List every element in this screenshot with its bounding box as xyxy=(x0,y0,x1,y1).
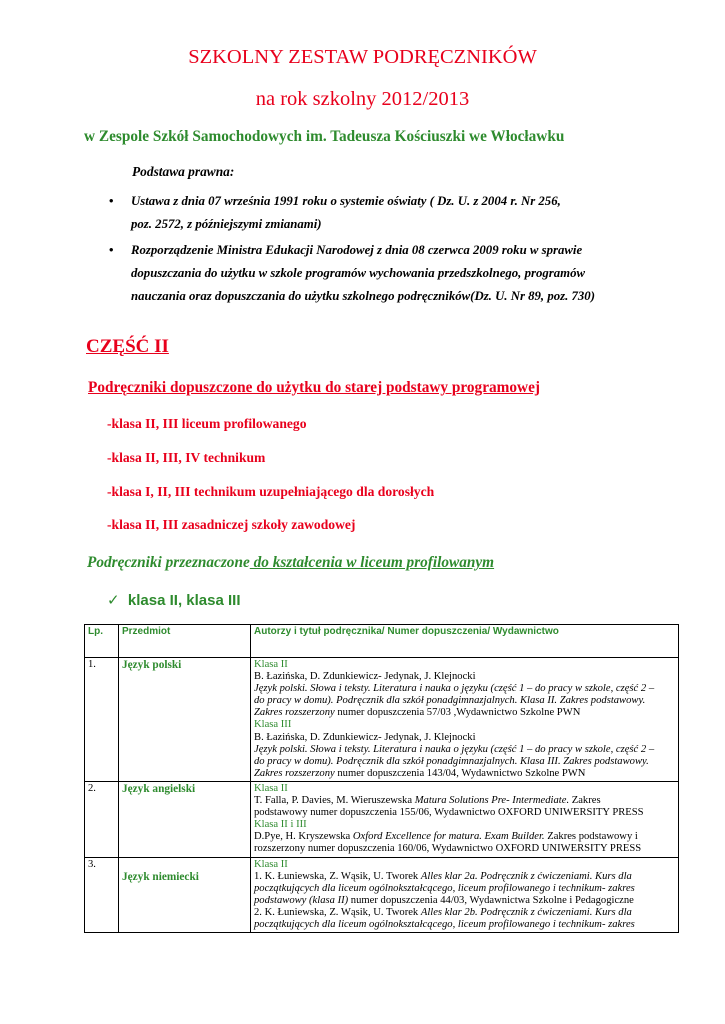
class-label: Klasa III xyxy=(254,719,292,731)
section-heading: Podręczniki dopuszczone do użytku do starej podstawy programowej xyxy=(88,379,540,396)
detail-plain: numer dopuszczenia 57/03 ,Wydawnictwo Szkolne PWN xyxy=(334,707,581,719)
header-lp: Lp. xyxy=(85,625,119,658)
detail-line: Język polski. Słowa i teksty. Literatura i nauka o języku (część 1 – do pracy w szkole, część 2 – xyxy=(254,683,655,695)
row-number: 2. xyxy=(85,781,119,857)
detail-plain: 1. K. Łuniewska, Z. Wąsik, U. Tworek xyxy=(254,870,421,882)
bullet-icon: • xyxy=(109,194,114,208)
header-details: Autorzy i tytuł podręcznika/ Numer dopuszczenia/ Wydawnictwo xyxy=(251,625,679,658)
table-row xyxy=(85,658,679,782)
detail-line xyxy=(254,831,675,843)
detail-line xyxy=(254,907,675,919)
detail-line xyxy=(254,768,675,780)
detail-line: początkujących dla liceum ogólnokształcącego, liceum profilowanego i technikum- zakres xyxy=(254,882,635,894)
page-subtitle: na rok szkolny 2012/2013 xyxy=(255,88,470,110)
page-title: SZKOLNY ZESTAW PODRĘCZNIKÓW xyxy=(188,46,537,68)
class-list-item: -klasa I, II, III technikum uzupełniającego dla dorosłych xyxy=(107,484,435,499)
detail-line: B. Łazińska, D. Zdunkiewicz- Jedynak, J. Klejnocki xyxy=(254,671,476,683)
school-name: w Zespole Szkół Samochodowych im. Tadeusza Kościuszki we Włocławku xyxy=(84,128,565,145)
detail-line: początkujących dla liceum ogólnokształcącego, liceum profilowanego i technikum- zakres xyxy=(254,918,635,930)
detail-italic: Alles klar 2a. Podręcznik z ćwiczeniami. Kurs dla xyxy=(420,870,632,882)
detail-plain: D.Pye, H. Kryszewska xyxy=(254,831,353,843)
legal-basis-item xyxy=(109,239,595,308)
detail-plain: Zakres xyxy=(569,795,601,807)
checklist-label: klasa II, klasa III xyxy=(127,592,241,609)
class-list-item: -klasa II, III, IV technikum xyxy=(107,450,266,465)
class-label: Klasa II i III xyxy=(254,819,307,831)
legal-basis-line: dopuszczania do użytku w szkole programów wychowania przedszkolnego, programów xyxy=(131,266,586,280)
detail-italic: Matura Solutions Pre- Intermediate. xyxy=(414,795,570,807)
class-label: Klasa II xyxy=(254,782,288,794)
detail-italic: podstawowy (klasa II) xyxy=(254,894,349,906)
detail-line: do pracy w domu). Podręcznik dla szkół ponadgimnazjalnych. Klasa III. Zakres podstawowy. xyxy=(254,755,649,767)
detail-italic: Zakres rozszerzony xyxy=(254,767,335,779)
row-number: 3. xyxy=(85,857,119,933)
class-checklist-item xyxy=(107,591,241,609)
detail-line xyxy=(254,871,675,883)
section-subheading xyxy=(87,554,494,572)
detail-plain: 2. K. Łuniewska, Z. Wąsik, U. Tworek xyxy=(254,906,421,918)
class-list-item: -klasa II, III zasadniczej szkoły zawodowej xyxy=(107,517,356,532)
row-subject: Język polski xyxy=(119,658,251,782)
legal-basis-line: nauczania oraz dopuszczania do użytku szkolnego podręczników(Dz. U. Nr 89, poz. 730) xyxy=(131,289,595,303)
row-details xyxy=(251,857,679,933)
part-heading: CZĘŚĆ II xyxy=(86,336,169,357)
header-subject: Przedmiot xyxy=(119,625,251,658)
legal-basis-label: Podstawa prawna: xyxy=(132,164,235,179)
checkmark-icon: ✓ xyxy=(107,592,120,609)
legal-basis-line: Rozporządzenie Ministra Edukacji Narodowej z dnia 08 czerwca 2009 roku w sprawie xyxy=(131,243,583,257)
textbook-table xyxy=(84,624,679,933)
row-subject: Język niemiecki xyxy=(119,857,251,933)
detail-plain: numer dopuszczenia 44/03, Wydawnictwa Szkolne i Pedagogiczne xyxy=(348,894,634,906)
detail-italic: Zakres rozszerzony xyxy=(254,707,335,719)
row-number: 1. xyxy=(85,658,119,782)
table-header-row xyxy=(85,625,679,658)
detail-line xyxy=(254,895,675,907)
detail-line: do pracy w domu). Podręcznik dla szkół ponadgimnazjalnych. Klasa II. Zakres podstawowy. xyxy=(254,695,646,707)
detail-line: rozszerzony numer dopuszczenia 160/06, Wydawnictwo OXFORD UNIWERSITY PRESS xyxy=(254,843,642,855)
detail-plain: numer dopuszczenia 143/04, Wydawnictwo Szkolne PWN xyxy=(334,767,586,779)
row-details xyxy=(251,658,679,782)
detail-line xyxy=(254,707,675,719)
table-row xyxy=(85,857,679,933)
subheading-plain: Podręczniki przeznaczone xyxy=(87,554,250,571)
detail-italic: Alles klar 2b. Podręcznik z ćwiczeniami. Kurs dla xyxy=(420,906,632,918)
legal-basis-line: poz. 2572, z późniejszymi zmianami) xyxy=(131,217,322,231)
row-subject: Język angielski xyxy=(119,781,251,857)
detail-line: Język polski. Słowa i teksty. Literatura i nauka o języku (część 1 – do pracy w szkole, część 2 – xyxy=(254,743,655,755)
legal-basis-line: Ustawa z dnia 07 września 1991 roku o systemie oświaty ( Dz. U. z 2004 r. Nr 256, xyxy=(131,194,561,208)
table-row xyxy=(85,781,679,857)
class-list-item: -klasa II, III liceum profilowanego xyxy=(107,416,307,431)
legal-basis-item xyxy=(109,190,561,236)
detail-plain: Zakres podstawowy i xyxy=(544,831,638,843)
detail-plain: T. Falla, P. Davies, M. Wieruszewska xyxy=(254,795,415,807)
class-label: Klasa II xyxy=(254,858,288,870)
class-label: Klasa II xyxy=(254,659,288,670)
detail-line xyxy=(254,795,675,807)
subheading-underlined: do kształcenia w liceum profilowanym xyxy=(249,554,495,571)
detail-line: B. Łazińska, D. Zdunkiewicz- Jedynak, J. Klejnocki xyxy=(254,731,476,743)
detail-line: podstawowy numer dopuszczenia 155/06, Wydawnictwo OXFORD UNIWERSITY PRESS xyxy=(254,807,644,819)
row-details xyxy=(251,781,679,857)
bullet-icon: • xyxy=(109,243,114,257)
detail-italic: Oxford Excellence for matura. Exam Builder. xyxy=(352,831,545,843)
